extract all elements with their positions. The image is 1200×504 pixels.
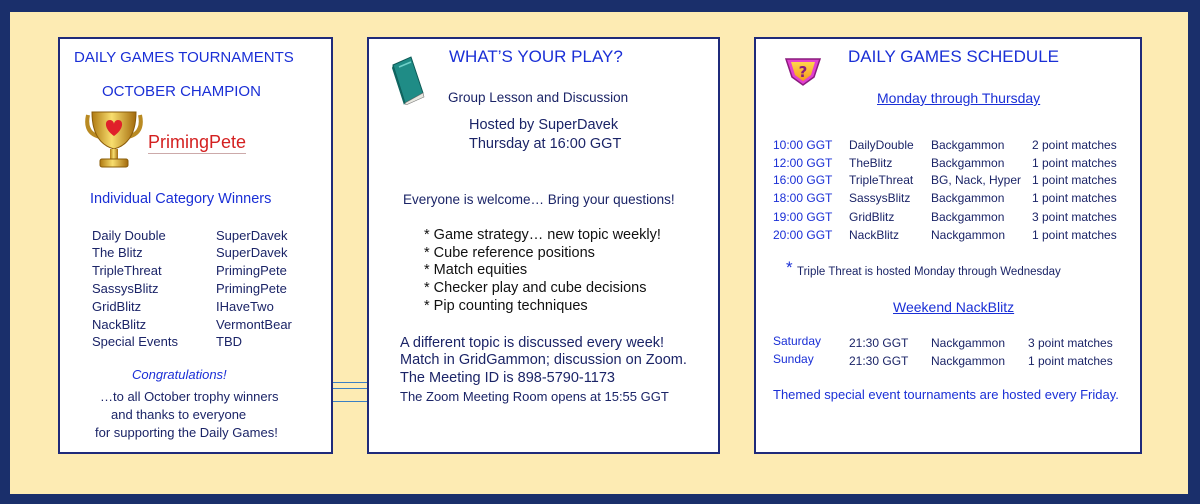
winner-category: TripleThreat xyxy=(92,263,162,278)
tournaments-title: DAILY GAMES TOURNAMENTS xyxy=(74,49,294,66)
schedule-game: Nackgammon xyxy=(931,228,1006,242)
winner-category: Daily Double xyxy=(92,228,166,243)
info-line-3: The Meeting ID is 898-5790-1173 xyxy=(400,370,615,386)
champion-subtitle: OCTOBER CHAMPION xyxy=(102,83,261,100)
play-host: Hosted by SuperDavek xyxy=(469,117,619,133)
tournaments-panel xyxy=(58,37,333,454)
schedule-time: 16:00 GGT xyxy=(773,173,833,187)
schedule-format: 1 point matches xyxy=(1032,173,1117,187)
info-line-1: A different topic is discussed every week! xyxy=(400,335,665,351)
question-badge-icon xyxy=(782,53,824,92)
winner-name: IHaveTwo xyxy=(216,299,274,314)
whats-your-play-panel xyxy=(367,37,720,454)
svg-text:?: ? xyxy=(798,63,808,81)
schedule-game: Backgammon xyxy=(931,156,1005,170)
schedule-time: 18:00 GGT xyxy=(773,191,833,205)
schedule-event: DailyDouble xyxy=(849,138,914,152)
schedule-event: NackBlitz xyxy=(849,228,900,242)
weekend-game: Nackgammon xyxy=(931,354,1006,368)
winner-category: Special Events xyxy=(92,334,178,349)
thanks-line-2: and thanks to everyone xyxy=(111,407,247,422)
welcome-text: Everyone is welcome… Bring your questions! xyxy=(403,192,675,207)
weekend-day: Sunday xyxy=(773,352,814,366)
book-icon xyxy=(389,55,427,110)
topic-item: * Checker play and cube decisions xyxy=(424,280,647,296)
info-line-2: Match in GridGammon; discussion on Zoom. xyxy=(400,352,687,368)
thanks-line-1: …to all October trophy winners xyxy=(100,389,279,404)
topic-item: * Pip counting techniques xyxy=(424,298,588,314)
play-subtitle: Group Lesson and Discussion xyxy=(448,90,629,105)
winner-name: PrimingPete xyxy=(216,281,287,296)
schedule-format: 3 point matches xyxy=(1032,210,1117,224)
champion-name: PrimingPete xyxy=(148,132,247,152)
winner-name: VermontBear xyxy=(216,317,292,332)
footnote-text: Triple Threat is hosted Monday through Wednesday xyxy=(797,266,1061,278)
winner-category: The Blitz xyxy=(92,245,143,260)
category-heading: Individual Category Winners xyxy=(90,191,272,207)
schedule-game: Backgammon xyxy=(931,138,1005,152)
weekend-time: 21:30 GGT xyxy=(849,336,909,350)
topic-item: * Match equities xyxy=(424,262,528,278)
winner-name: SuperDavek xyxy=(216,228,288,243)
winner-name: SuperDavek xyxy=(216,245,288,260)
weekend-format: 1 point matches xyxy=(1028,354,1113,368)
schedule-game: BG, Nack, Hyper xyxy=(931,173,1022,187)
thanks-line-3: for supporting the Daily Games! xyxy=(95,425,278,440)
winner-name: TBD xyxy=(216,334,242,349)
schedule-panel xyxy=(754,37,1142,454)
schedule-format: 1 point matches xyxy=(1032,191,1117,205)
weekend-heading: Weekend NackBlitz xyxy=(893,299,1015,315)
weekend-game: Nackgammon xyxy=(931,336,1006,350)
play-time: Thursday at 16:00 GGT xyxy=(469,136,622,152)
schedule-event: TripleThreat xyxy=(849,173,914,187)
winner-category: SassysBlitz xyxy=(92,281,159,296)
schedule-game: Backgammon xyxy=(931,191,1005,205)
topic-item: * Game strategy… new topic weekly! xyxy=(424,227,661,243)
schedule-time: 20:00 GGT xyxy=(773,228,833,242)
winner-name: PrimingPete xyxy=(216,263,287,278)
schedule-format: 2 point matches xyxy=(1032,138,1117,152)
weekday-heading: Monday through Thursday xyxy=(877,90,1041,106)
schedule-time: 12:00 GGT xyxy=(773,156,833,170)
play-title: WHAT’S YOUR PLAY? xyxy=(449,47,623,66)
weekend-day: Saturday xyxy=(773,334,822,348)
schedule-event: SassysBlitz xyxy=(849,191,911,205)
connector-bottom xyxy=(332,388,368,402)
schedule-time: 19:00 GGT xyxy=(773,210,833,224)
winner-category: NackBlitz xyxy=(92,317,147,332)
congrats-text: Congratulations! xyxy=(132,367,227,382)
footnote-star: * xyxy=(786,258,793,277)
schedule-game: Backgammon xyxy=(931,210,1005,224)
weekend-format: 3 point matches xyxy=(1028,336,1113,350)
info-line-4: The Zoom Meeting Room opens at 15:55 GGT xyxy=(400,389,669,404)
schedule-event: TheBlitz xyxy=(849,156,893,170)
winner-category: GridBlitz xyxy=(92,299,142,314)
schedule-format: 1 point matches xyxy=(1032,228,1117,242)
schedule-event: GridBlitz xyxy=(849,210,895,224)
schedule-time: 10:00 GGT xyxy=(773,138,833,152)
trophy-heart-icon xyxy=(82,109,146,176)
weekend-time: 21:30 GGT xyxy=(849,354,909,368)
schedule-title: DAILY GAMES SCHEDULE xyxy=(848,47,1059,66)
schedule-format: 1 point matches xyxy=(1032,156,1117,170)
topic-item: * Cube reference positions xyxy=(424,245,595,261)
special-events-note: Themed special event tournaments are hosted every Friday. xyxy=(773,387,1119,402)
